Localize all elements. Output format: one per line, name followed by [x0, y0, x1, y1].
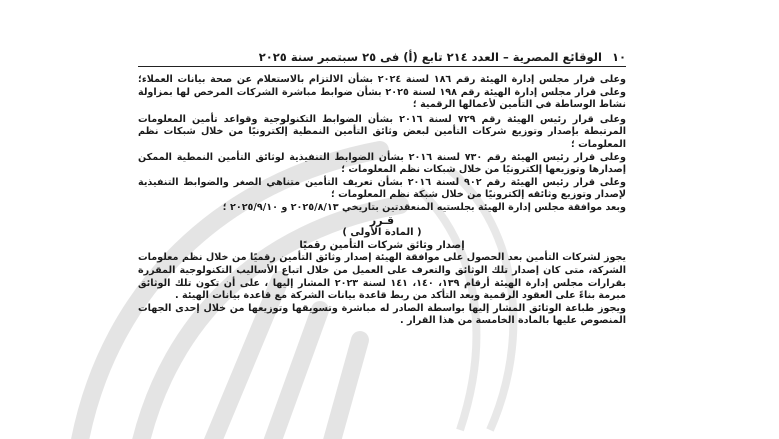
preamble-paragraph: وعلى قرار رئيس الهيئة رقم ٧٣٠ لسنة ٢٠١٦ بشأن الضوابط التنفيذية لوثائق التأمين النمطية الممكن إصدارها وتوزيعها إلكترونيًا من خلال شبكات نظم المعلومات ؛: [138, 151, 626, 176]
preamble-paragraph: وعلى قرار رئيس الهيئة رقم ٧٢٩ لسنة ٢٠١٦ بشأن الضوابط التكنولوجية وقواعد تأمين المعلومات المرتبطة بإصدار وتوزيع شركات التأمين لبعض وثائق التأمين النمطية إلكترونيًا من خلال شبكات نظم المعلومات ؛: [138, 113, 626, 150]
running-header: [138, 48, 626, 67]
preamble-paragraph: وعلى قرار رئيس الهيئة رقم ٩٠٢ لسنة ٢٠١٦ بشأن تعريف التأمين متناهي الصغر والضوابط التنفيذية لإصدار وتوزيع وثائقه إلكترونيًا من خلال شبكة نظم المعلومات ؛: [138, 176, 627, 201]
running-title: الوقائع المصرية – العدد ٢١٤ تابع (أ) فى ٢٥ سبتمبر سنة ٢٠٢٥: [258, 50, 602, 64]
article-heading: ( المادة الأولى ): [342, 227, 422, 239]
preamble-paragraph: وبعد موافقة مجلس إدارة الهيئة بجلستيه المنعقدتين بتاريخي ٢٠٢٥/٨/١٣ و ٢٠٢٥/٩/١٠ ؛: [222, 201, 626, 213]
article-paragraph: ويجوز طباعة الوثائق المشار إليها بواسطة الصادر له مباشرة وتسويقها وتوزيعها من خلال إحدى الجهات المنصوص عليها بالمادة الخامسة من هذا القرار .: [138, 302, 626, 327]
document-body: [138, 74, 626, 328]
decision-heading: قـرر: [369, 213, 395, 227]
preamble-paragraph: وعلى قرار مجلس إدارة الهيئة رقم ١٨٦ لسنة ٢٠٢٤ بشأن الالتزام بالاستعلام عن صحة بيانات العملاء؛ وعلى قرار مجلس إدارة الهيئة رقم ١٩٨ لسنة ٢٠٢٥ بشأن ضوابط مباشرة الشركات المرخص لها بمزاولة نشاط الوساطة في التأمين لأعمالها الرقمية ؛: [138, 74, 627, 111]
article-paragraph: يجوز لشركات التأمين بعد الحصول على موافقة الهيئة إصدار وثائق التأمين رقميًا من خلال نظم معلومات الشركة، متى كان إصدار تلك الوثائق والتعرف على العميل من خلال اتباع الأساليب التكنولوجية المقررة بقرارات مجلس إدارة الهيئة أرقام ١٣٩، ١٤٠، ١٤١ لسنة ٢٠٢٣ المشار إليها ، على أن تكون تلك الوثائق مبرمة بناءً على العقود الرقمية وبعد التأكد من ربط قاعدة بيانات الشركة مع قاعدة بيانات الهيئة .: [138, 252, 626, 302]
article-subtitle: إصدار وثائق شركات التأمين رقميًا: [299, 239, 465, 251]
page-number: ١٠: [611, 50, 626, 64]
